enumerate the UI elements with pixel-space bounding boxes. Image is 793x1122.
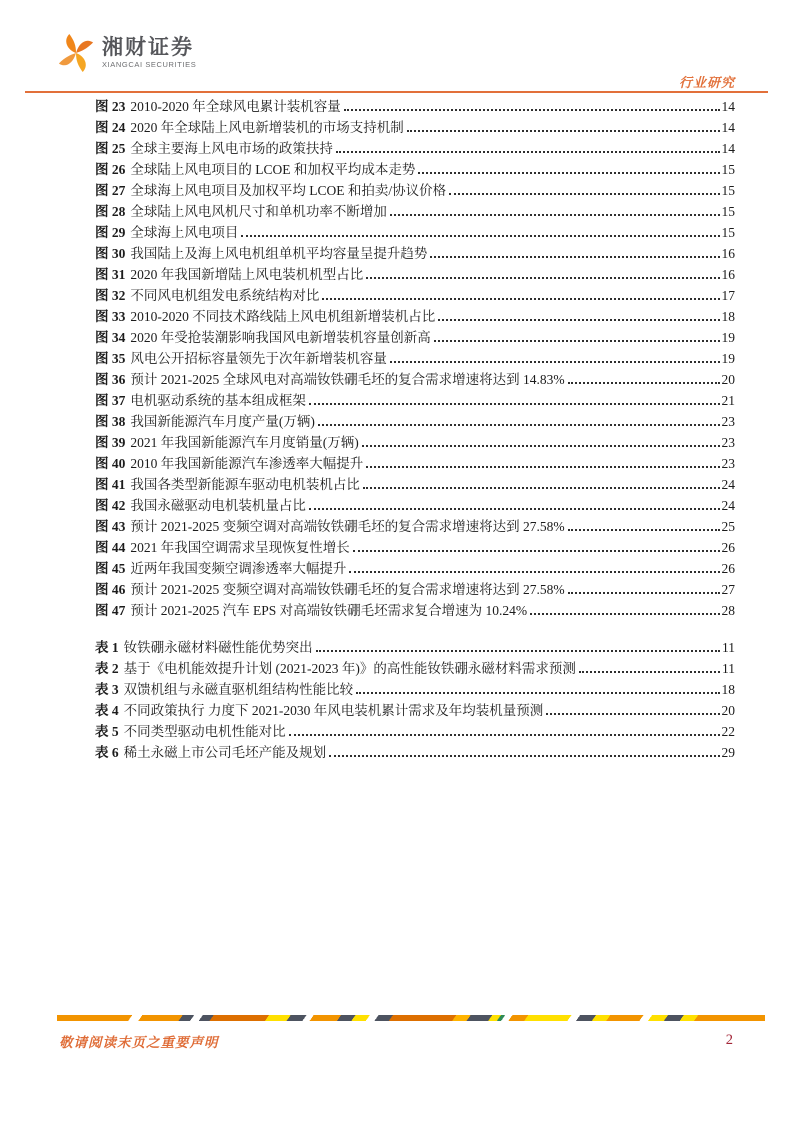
toc-entry-label: 表 3 [95,682,119,697]
toc-row[interactable] [95,201,735,222]
footer-stripe [57,1015,765,1021]
toc-row[interactable] [95,742,735,763]
toc-entry-title: 2010 年我国新能源汽车渗透率大幅提升 [130,456,364,471]
toc-dot-leader [316,650,720,652]
toc-dot-leader [530,613,719,615]
toc-entry-label: 图 28 [95,204,126,219]
toc-entry-title: 预计 2021-2025 汽车 EPS 对高端钕铁硼毛坯需求复合增速为 10.24% [130,603,528,618]
toc-entry-label: 图 30 [95,246,126,261]
toc-row[interactable] [95,453,735,474]
toc-entry-label: 图 46 [95,582,126,597]
toc-dot-leader [344,109,720,111]
toc-entry-page: 14 [721,141,735,156]
toc-entry-title: 我国陆上及海上风电机组单机平均容量呈提升趋势 [130,246,428,261]
toc-dot-leader [329,755,719,757]
toc-entry-label: 图 39 [95,435,126,450]
toc-entry-page: 25 [721,519,735,534]
toc-row[interactable] [95,721,735,742]
toc-entry-title: 2020 年全球陆上风电新增装机的市场支持机制 [130,120,404,135]
toc-entry-label: 图 23 [95,99,126,114]
toc-entry-page: 21 [721,393,735,408]
toc-entry-title: 全球主要海上风电市场的政策扶持 [130,141,333,156]
toc-entry-title: 2021 年我国新能源汽车月度销量(万辆) [130,435,359,450]
toc-entry-label: 图 33 [95,309,126,324]
toc-entry-page: 15 [721,225,735,240]
toc-dot-leader [363,487,720,489]
toc-row[interactable] [95,369,735,390]
toc-entry-page: 19 [721,351,735,366]
toc-entry-page: 29 [721,745,735,760]
toc-row[interactable] [95,700,735,721]
toc-row[interactable] [95,558,735,579]
toc-entry-label: 图 29 [95,225,126,240]
toc-entry-title: 2021 年我国空调需求呈现恢复性增长 [130,540,350,555]
toc-entry-title: 电机驱动系统的基本组成框架 [130,393,306,408]
toc-entry-label: 表 2 [95,661,119,676]
toc-entry-page: 15 [721,183,735,198]
toc-entry-page: 23 [721,414,735,429]
toc-entry-label: 图 25 [95,141,126,156]
toc-entry-title: 基于《电机能效提升计划 (2021-2023 年)》的高性能钕铁硼永磁材料需求预测 [123,661,576,676]
brand-name-en: XIANGCAI SECURITIES [102,60,197,70]
toc-entry-title: 预计 2021-2025 变频空调对高端钕铁硼毛坯的复合需求增速将达到 27.58% [130,519,565,534]
toc-row[interactable] [95,432,735,453]
toc-entry-label: 表 4 [95,703,119,718]
toc-row[interactable] [95,285,735,306]
toc-entry-page: 24 [721,498,735,513]
toc-entry-title: 2010-2020 年全球风电累计装机容量 [130,99,341,114]
toc-dot-leader [366,277,719,279]
toc-dot-leader [390,361,720,363]
toc-row[interactable] [95,658,735,679]
toc-dot-leader [568,382,720,384]
toc-entry-page: 23 [721,435,735,450]
toc-dot-leader [430,256,719,258]
toc-entry-title: 我国各类型新能源车驱动电机装机占比 [130,477,360,492]
tables-list [95,637,735,763]
toc-entry-label: 图 41 [95,477,126,492]
toc-row[interactable] [95,637,735,658]
toc-dot-leader [336,151,720,153]
toc-dot-leader [241,235,719,237]
toc-entry-title: 稀土永磁上市公司毛坯产能及规划 [123,745,327,760]
toc-row[interactable] [95,516,735,537]
toc-entry-title: 不同政策执行 力度下 2021-2030 年风电装机累计需求及年均装机量预测 [123,703,544,718]
toc-row[interactable] [95,96,735,117]
toc-entry-label: 图 26 [95,162,126,177]
toc-entry-label: 图 42 [95,498,126,513]
toc-dot-leader [407,130,720,132]
brand-name-cn: 湘财证券 [102,36,194,60]
toc-dot-leader [322,298,719,300]
toc-dot-leader [434,340,720,342]
toc-entry-label: 图 38 [95,414,126,429]
toc-dot-leader [353,550,720,552]
toc-dot-leader [362,445,720,447]
figures-list [95,96,735,621]
toc-entry-page: 23 [721,456,735,471]
table-of-contents [95,96,735,763]
toc-row[interactable] [95,348,735,369]
toc-row[interactable] [95,579,735,600]
company-logo [57,31,196,75]
toc-entry-title: 风电公开招标容量领先于次年新增装机容量 [130,351,387,366]
toc-row[interactable] [95,474,735,495]
toc-row[interactable] [95,243,735,264]
toc-entry-page: 19 [721,330,735,345]
toc-row[interactable] [95,495,735,516]
toc-entry-label: 图 45 [95,561,126,576]
toc-entry-page: 11 [722,640,735,655]
toc-entry-page: 26 [721,540,735,555]
toc-entry-title: 预计 2021-2025 全球风电对高端钕铁硼毛坯的复合需求增速将达到 14.83% [130,372,565,387]
toc-entry-page: 18 [721,682,735,697]
toc-entry-title: 全球陆上风电项目的 LCOE 和加权平均成本走势 [130,162,416,177]
toc-entry-label: 图 40 [95,456,126,471]
toc-entry-page: 27 [721,582,735,597]
toc-entry-title: 钕铁硼永磁材料磁性能优势突出 [123,640,313,655]
toc-entry-page: 28 [721,603,735,618]
toc-entry-title: 预计 2021-2025 变频空调对高端钕铁硼毛坯的复合需求增速将达到 27.58% [130,582,565,597]
toc-entry-title: 2020 年受抢装潮影响我国风电新增装机容量创新高 [130,330,431,345]
toc-entry-title: 我国新能源汽车月度产量(万辆) [130,414,315,429]
toc-row[interactable] [95,390,735,411]
toc-dot-leader [438,319,719,321]
toc-entry-label: 图 31 [95,267,126,282]
toc-dot-leader [318,424,720,426]
toc-entry-title: 全球陆上风电风机尺寸和单机功率不断增加 [130,204,387,219]
toc-entry-title: 我国永磁驱动电机装机量占比 [130,498,306,513]
toc-row[interactable] [95,180,735,201]
toc-entry-page: 15 [721,162,735,177]
toc-entry-label: 表 5 [95,724,119,739]
pinwheel-logo-icon [57,31,95,75]
page-number: 2 [725,1032,733,1048]
toc-dot-leader [568,592,720,594]
toc-entry-title: 不同风电机组发电系统结构对比 [130,288,320,303]
toc-entry-label: 表 6 [95,745,119,760]
footer-stripe-pattern [57,1015,765,1021]
toc-entry-page: 15 [721,204,735,219]
toc-entry-page: 16 [721,267,735,282]
toc-entry-page: 16 [721,246,735,261]
toc-row[interactable] [95,138,735,159]
toc-entry-title: 近两年我国变频空调渗透率大幅提升 [130,561,347,576]
toc-entry-title: 全球海上风电项目及加权平均 LCOE 和拍卖/协议价格 [130,183,447,198]
toc-row[interactable] [95,306,735,327]
toc-dot-leader [289,734,720,736]
toc-dot-leader [418,172,719,174]
toc-entry-page: 18 [721,309,735,324]
toc-entry-page: 26 [721,561,735,576]
toc-row[interactable] [95,679,735,700]
toc-entry-label: 图 32 [95,288,126,303]
toc-row[interactable] [95,327,735,348]
toc-entry-page: 20 [721,703,735,718]
toc-row[interactable] [95,117,735,138]
toc-dot-leader [366,466,719,468]
toc-entry-title: 2010-2020 不同技术路线陆上风电机组新增装机占比 [130,309,436,324]
toc-entry-title: 不同类型驱动电机性能对比 [123,724,286,739]
toc-dot-leader [309,508,720,510]
header-divider [25,91,768,93]
toc-entry-page: 20 [721,372,735,387]
toc-dot-leader [349,571,719,573]
toc-row[interactable] [95,537,735,558]
report-type-label: 行业研究 [678,75,735,90]
toc-dot-leader [546,713,719,715]
toc-entry-label: 图 35 [95,351,126,366]
toc-entry-label: 表 1 [95,640,119,655]
toc-dot-leader [568,529,720,531]
toc-entry-page: 14 [721,99,735,114]
toc-entry-label: 图 34 [95,330,126,345]
toc-dot-leader [579,671,720,673]
toc-row[interactable] [95,264,735,285]
toc-entry-label: 图 27 [95,183,126,198]
toc-entry-label: 图 43 [95,519,126,534]
toc-entry-label: 图 24 [95,120,126,135]
toc-entry-title: 双馈机组与永磁直驱机组结构性能比较 [123,682,354,697]
toc-entry-label: 图 47 [95,603,126,618]
toc-row[interactable] [95,600,735,621]
toc-entry-page: 24 [721,477,735,492]
toc-row[interactable] [95,411,735,432]
toc-entry-page: 22 [721,724,735,739]
toc-entry-label: 图 44 [95,540,126,555]
toc-row[interactable] [95,222,735,243]
toc-row[interactable] [95,159,735,180]
toc-entry-label: 图 36 [95,372,126,387]
toc-dot-leader [390,214,720,216]
toc-entry-page: 14 [721,120,735,135]
toc-entry-label: 图 37 [95,393,126,408]
toc-entry-title: 全球海上风电项目 [130,225,239,240]
toc-dot-leader [449,193,719,195]
toc-entry-page: 17 [721,288,735,303]
toc-dot-leader [356,692,719,694]
footer-disclaimer: 敬请阅读末页之重要声明 [59,1035,219,1050]
toc-entry-title: 2020 年我国新增陆上风电装机机型占比 [130,267,364,282]
toc-entry-page: 11 [722,661,735,676]
toc-dot-leader [309,403,720,405]
